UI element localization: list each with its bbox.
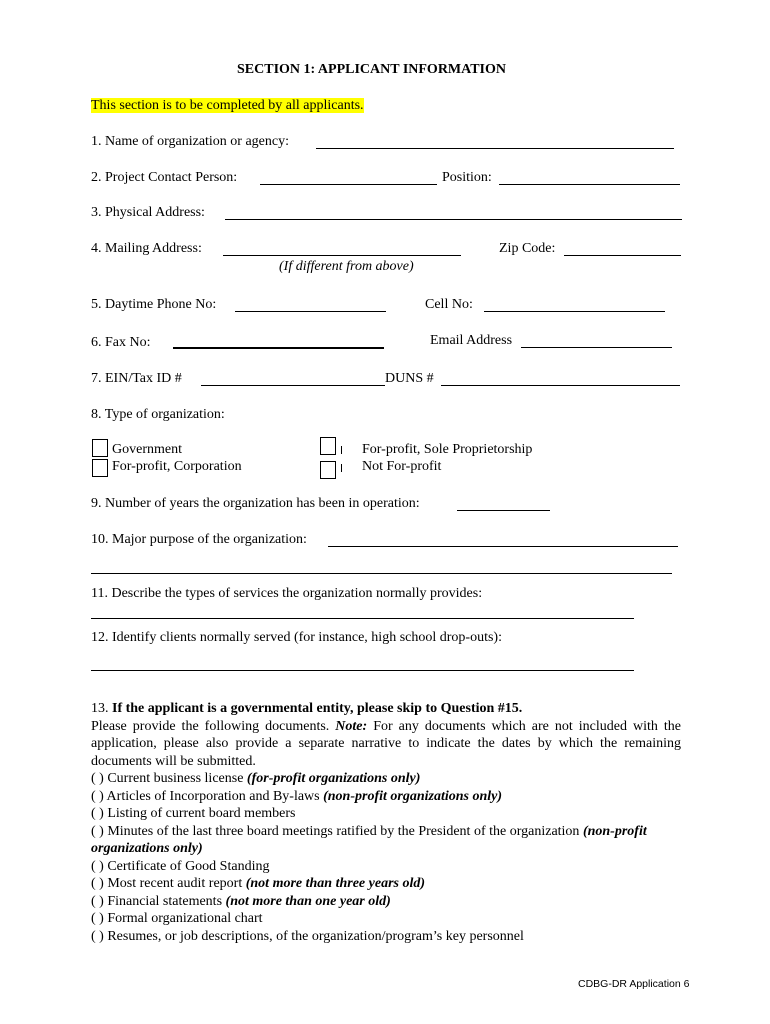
- q13-intro: [91, 718, 681, 771]
- document-item[interactable]: [91, 823, 681, 858]
- q13-note-text: For any documents which are not included with the application, please also provide a separate narrative to indicate the dates by which the remaining documents will be submitted.: [91, 718, 682, 769]
- q5-phone-label: 5. Daytime Phone No:: [91, 297, 217, 312]
- q7-ein-label: 7. EIN/Tax ID #: [91, 371, 182, 386]
- q11-label: 11. Describe the types of services the organization normally provides:: [91, 586, 483, 601]
- document-item-text: ( ) Financial statements: [91, 893, 223, 909]
- document-item[interactable]: [91, 770, 681, 788]
- q10-label: 10. Major purpose of the organization:: [91, 532, 307, 547]
- forprofit-corp-label: For-profit, Corporation: [112, 459, 242, 474]
- not-forprofit-checkbox[interactable]: [320, 461, 336, 479]
- government-label: Government: [112, 442, 182, 457]
- document-item-text: ( ) Most recent audit report: [91, 876, 243, 891]
- q9-field[interactable]: [457, 510, 550, 511]
- q3-field[interactable]: [225, 219, 682, 220]
- q2-position-label: Position:: [442, 170, 492, 185]
- q12-field[interactable]: [91, 670, 634, 671]
- checkbox-divider-mark: [341, 446, 342, 454]
- document-item-qualifier: (not more than one year old): [225, 893, 391, 909]
- q5-phone-field[interactable]: [235, 311, 386, 312]
- q5-cell-field[interactable]: [484, 311, 665, 312]
- checkbox-divider-mark: [341, 464, 342, 472]
- q5-cell-label: Cell No:: [425, 297, 473, 312]
- instruction-text: [91, 97, 364, 115]
- q4-note: (If different from above): [279, 259, 414, 274]
- q6-email-label: Email Address: [430, 333, 513, 348]
- q7-duns-field[interactable]: [441, 385, 680, 386]
- document-item[interactable]: [91, 910, 681, 928]
- document-item-text: ( ) Minutes of the last three board meetings ratified by the President of the organization: [91, 823, 580, 839]
- q13-heading: [91, 700, 681, 718]
- q10-field[interactable]: [328, 546, 678, 547]
- sole-prop-label: For-profit, Sole Proprietorship: [362, 442, 533, 457]
- q4-zip-field[interactable]: [564, 255, 681, 256]
- document-item-text: ( ) Formal organizational chart: [91, 911, 263, 926]
- q7-duns-label: DUNS #: [385, 371, 434, 386]
- document-item[interactable]: [91, 858, 681, 876]
- q4-zip-label: Zip Code:: [499, 241, 556, 256]
- q13-skip-instruction: If the applicant is a governmental entity, please skip to Question #15.: [112, 701, 523, 716]
- q8-label: 8. Type of organization:: [91, 407, 225, 422]
- document-item[interactable]: [91, 875, 681, 893]
- document-item-text: ( ) Articles of Incorporation and By-laws: [91, 788, 320, 804]
- q12-label: 12. Identify clients normally served (for instance, high school drop-outs):: [91, 630, 502, 645]
- q11-field[interactable]: [91, 618, 634, 619]
- q10-field-line2[interactable]: [91, 573, 672, 574]
- document-item-text: ( ) Certificate of Good Standing: [91, 858, 270, 874]
- q13-block: [91, 700, 681, 945]
- document-item-text: ( ) Resumes, or job descriptions, of the organization/program’s key personnel: [91, 928, 524, 944]
- q9-label: 9. Number of years the organization has been in operation:: [91, 496, 420, 511]
- q2-contact-field[interactable]: [260, 184, 437, 185]
- q13-note-label: Note:: [335, 718, 368, 734]
- sole-prop-checkbox[interactable]: [320, 437, 336, 455]
- q6-fax-field[interactable]: [173, 347, 384, 349]
- documents-list: [91, 770, 681, 945]
- document-item-qualifier: (non-profit organizations only): [323, 788, 503, 804]
- q6-email-field[interactable]: [521, 347, 672, 348]
- document-item-qualifier: (for-profit organizations only): [246, 771, 421, 786]
- q2-contact-label: 2. Project Contact Person:: [91, 170, 238, 185]
- q1-label: 1. Name of organization or agency:: [91, 134, 290, 149]
- document-item-text: ( ) Current business license: [91, 771, 244, 786]
- q13-intro-text: Please provide the following documents.: [91, 718, 330, 734]
- document-item-text: ( ) Listing of current board members: [91, 806, 296, 821]
- government-checkbox[interactable]: [92, 439, 108, 457]
- document-item[interactable]: [91, 928, 681, 946]
- document-item-qualifier: (non-profit organizations only): [91, 823, 647, 856]
- q3-label: 3. Physical Address:: [91, 205, 205, 220]
- document-item[interactable]: [91, 893, 681, 911]
- footer: CDBG-DR Application 6: [578, 978, 690, 990]
- document-item-qualifier: (not more than three years old): [245, 876, 426, 891]
- not-forprofit-label: Not For-profit: [362, 459, 442, 474]
- q4-mailing-field[interactable]: [223, 255, 461, 256]
- instruction-highlight: This section is to be completed by all applicants.: [91, 98, 364, 113]
- document-item[interactable]: [91, 805, 681, 823]
- forprofit-corp-checkbox[interactable]: [92, 459, 108, 477]
- section-title: SECTION 1: APPLICANT INFORMATION: [237, 62, 507, 77]
- q6-fax-label: 6. Fax No:: [91, 335, 151, 350]
- document-item[interactable]: [91, 788, 681, 806]
- q1-field[interactable]: [316, 148, 674, 149]
- q2-position-field[interactable]: [499, 184, 680, 185]
- q7-ein-field[interactable]: [201, 385, 385, 386]
- q13-number: 13.: [91, 701, 109, 716]
- q4-mailing-label: 4. Mailing Address:: [91, 241, 202, 256]
